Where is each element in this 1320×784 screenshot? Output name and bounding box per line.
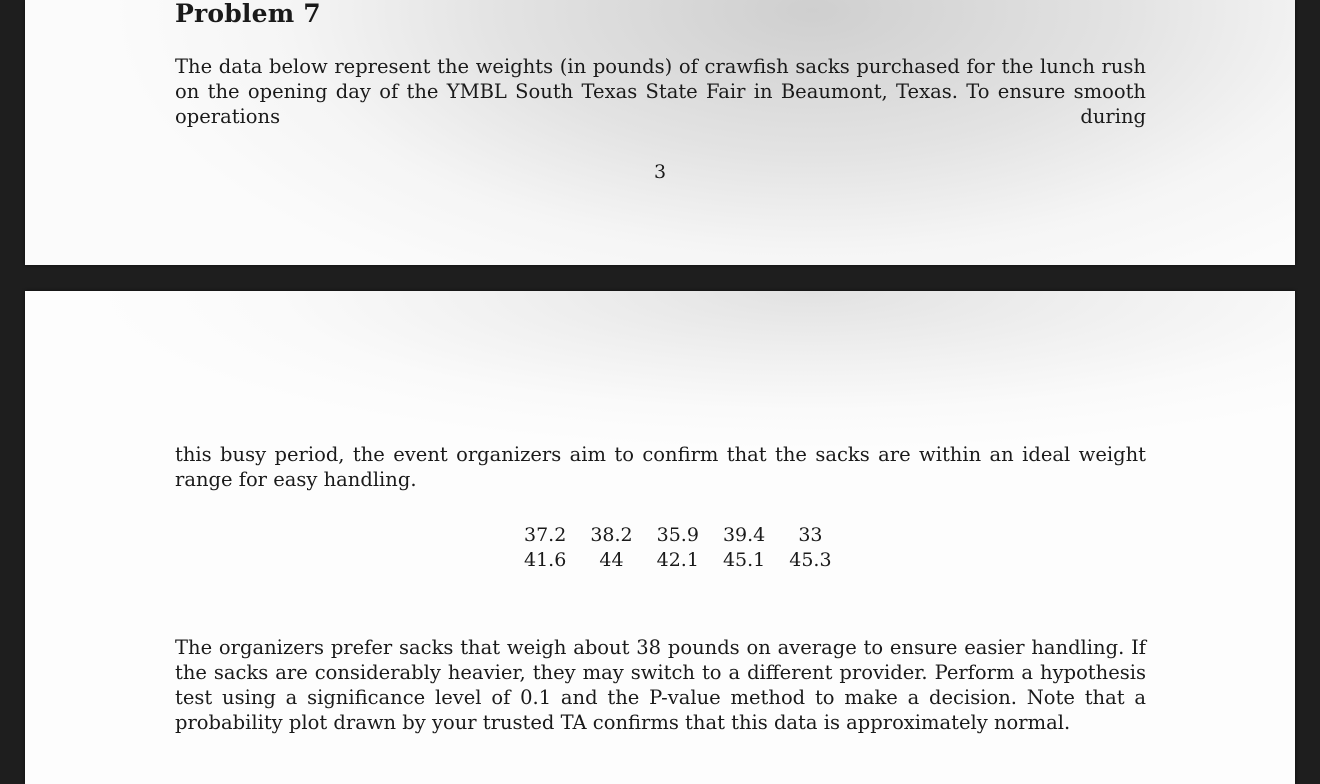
table-cell: 33 (798, 524, 823, 546)
table-cell: 45.1 (722, 549, 766, 571)
table-cell: 38.2 (590, 524, 633, 546)
page-number: 3 (653, 161, 667, 183)
page-3 (25, 0, 1295, 265)
problem-continued-paragraph: this busy period, the event organizers aim to confirm that the sacks are within an ideal weight range for easy handling. (175, 443, 1146, 491)
table-row (512, 523, 844, 548)
table-row (512, 548, 844, 573)
table-cell: 39.4 (722, 524, 766, 546)
table-cell: 44 (599, 549, 624, 571)
problem-heading: Problem 7 (175, 0, 321, 28)
table-cell: 37.2 (524, 524, 567, 546)
table-cell: 41.6 (524, 549, 567, 571)
table-cell: 45.3 (789, 549, 832, 571)
table-cell: 35.9 (656, 524, 699, 546)
problem-intro-paragraph: The data below represent the weights (in pounds) of crawfish sacks purchased for the lunch rush on the opening day of the YMBL South Texas State Fair in Beaumont, Texas. To ensure smooth operations during (175, 55, 1146, 128)
hypothesis-paragraph: The organizers prefer sacks that weigh about 38 pounds on average to ensure easier handling. If the sacks are considerably heavier, they may switch to a different provider. Perform a hypothesis test using a significance level of 0.1 and the P-value method to make a decision. Note that a probability plot drawn by your trusted TA confirms that this data is approximately normal. (175, 636, 1146, 734)
weights-table (512, 523, 844, 573)
page-4 (25, 291, 1295, 784)
table-cell: 42.1 (656, 549, 699, 571)
